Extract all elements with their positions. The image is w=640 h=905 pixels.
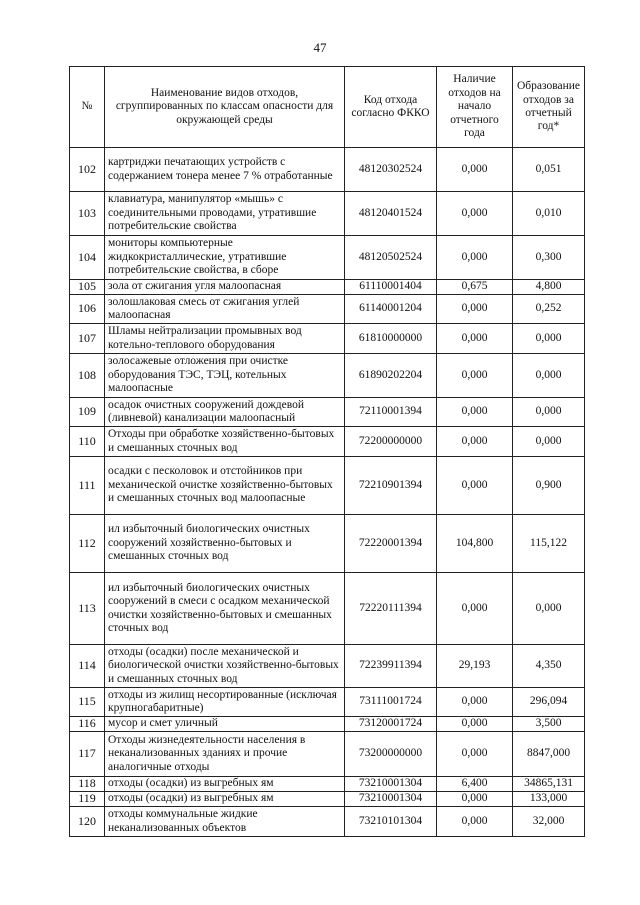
- table-row: [70, 398, 585, 427]
- start-amount: 0,000: [437, 732, 513, 777]
- start-amount: 0,000: [437, 398, 513, 427]
- header-formed-amount: Образование отходов за отчетный год*: [513, 67, 585, 148]
- formed-amount: 4,800: [513, 280, 585, 295]
- start-amount: 0,000: [437, 192, 513, 236]
- table-row: [70, 732, 585, 777]
- start-amount: 0,000: [437, 688, 513, 717]
- waste-code: 73200000000: [345, 732, 437, 777]
- waste-code: 72200000000: [345, 427, 437, 457]
- formed-amount: 0,300: [513, 236, 585, 280]
- formed-amount: 0,000: [513, 354, 585, 398]
- waste-name: Шламы нейтрализации промывных вод котельно-теплового оборудования: [105, 324, 345, 354]
- table-row: [70, 192, 585, 236]
- table-body: [70, 148, 585, 837]
- formed-amount: 0,000: [513, 398, 585, 427]
- start-amount: 0,000: [437, 792, 513, 807]
- start-amount: 0,000: [437, 573, 513, 645]
- start-amount: 0,000: [437, 427, 513, 457]
- row-number: 117: [70, 732, 105, 777]
- row-number: 107: [70, 324, 105, 354]
- waste-code: 72110001394: [345, 398, 437, 427]
- waste-code: 48120302524: [345, 148, 437, 192]
- formed-amount: 4,350: [513, 645, 585, 688]
- row-number: 120: [70, 807, 105, 837]
- start-amount: 6,400: [437, 777, 513, 792]
- waste-code: 61890202204: [345, 354, 437, 398]
- waste-code: 73111001724: [345, 688, 437, 717]
- waste-name: зола от сжигания угля малоопасная: [105, 280, 345, 295]
- row-number: 106: [70, 295, 105, 324]
- row-number: 104: [70, 236, 105, 280]
- formed-amount: 115,122: [513, 515, 585, 573]
- table-row: [70, 148, 585, 192]
- row-number: 105: [70, 280, 105, 295]
- table-row: [70, 792, 585, 807]
- start-amount: 104,800: [437, 515, 513, 573]
- formed-amount: 34865,131: [513, 777, 585, 792]
- row-number: 111: [70, 457, 105, 515]
- waste-code: 61140001204: [345, 295, 437, 324]
- waste-code: 72220111394: [345, 573, 437, 645]
- start-amount: 0,000: [437, 295, 513, 324]
- row-number: 116: [70, 717, 105, 732]
- table-row: [70, 354, 585, 398]
- header-number: №: [70, 67, 105, 148]
- waste-name: ил избыточный биологических очистных сооружений хозяйственно-бытовых и смешанных сточных вод: [105, 515, 345, 573]
- start-amount: 0,000: [437, 457, 513, 515]
- formed-amount: 0,010: [513, 192, 585, 236]
- row-number: 102: [70, 148, 105, 192]
- row-number: 118: [70, 777, 105, 792]
- table-row: [70, 688, 585, 717]
- waste-code: 72239911394: [345, 645, 437, 688]
- row-number: 109: [70, 398, 105, 427]
- page-number: 47: [313, 40, 327, 55]
- row-number: 112: [70, 515, 105, 573]
- waste-code: 61110001404: [345, 280, 437, 295]
- table-row: [70, 295, 585, 324]
- waste-code: 73210001304: [345, 777, 437, 792]
- formed-amount: 0,900: [513, 457, 585, 515]
- waste-name: отходы из жилищ несортированные (исключая крупногабаритные): [105, 688, 345, 717]
- row-number: 114: [70, 645, 105, 688]
- formed-amount: 0,252: [513, 295, 585, 324]
- waste-name: золосажевые отложения при очистке оборудования ТЭС, ТЭЦ, котельных малоопасные: [105, 354, 345, 398]
- waste-name: отходы (осадки) из выгребных ям: [105, 777, 345, 792]
- waste-code: 73210001304: [345, 792, 437, 807]
- waste-name: осадок очистных сооружений дождевой (ливневой) канализации малоопасный: [105, 398, 345, 427]
- waste-name: Отходы жизнедеятельности населения в неканализованных зданиях и прочие аналогичные отходы: [105, 732, 345, 777]
- waste-code: 72210901394: [345, 457, 437, 515]
- table-row: [70, 457, 585, 515]
- table-row: [70, 777, 585, 792]
- waste-code: 73210101304: [345, 807, 437, 837]
- waste-code: 48120502524: [345, 236, 437, 280]
- start-amount: 0,000: [437, 354, 513, 398]
- table-header-row: [70, 67, 585, 148]
- formed-amount: 8847,000: [513, 732, 585, 777]
- waste-name: осадки с песколовок и отстойников при механической очистке хозяйственно-бытовых и смешанных сточных вод малоопасные: [105, 457, 345, 515]
- row-number: 110: [70, 427, 105, 457]
- waste-name: Отходы при обработке хозяйственно-бытовых и смешанных сточных вод: [105, 427, 345, 457]
- waste-name: золошлаковая смесь от сжигания углей малоопасная: [105, 295, 345, 324]
- row-number: 115: [70, 688, 105, 717]
- table-row: [70, 280, 585, 295]
- start-amount: 0,000: [437, 148, 513, 192]
- formed-amount: 3,500: [513, 717, 585, 732]
- start-amount: 29,193: [437, 645, 513, 688]
- header-waste-code: Код отхода согласно ФККО: [345, 67, 437, 148]
- table-row: [70, 324, 585, 354]
- waste-code: 61810000000: [345, 324, 437, 354]
- row-number: 119: [70, 792, 105, 807]
- waste-code: 48120401524: [345, 192, 437, 236]
- waste-code: 73120001724: [345, 717, 437, 732]
- formed-amount: 0,000: [513, 573, 585, 645]
- formed-amount: 32,000: [513, 807, 585, 837]
- start-amount: 0,675: [437, 280, 513, 295]
- waste-table: [69, 66, 585, 837]
- table-row: [70, 427, 585, 457]
- row-number: 108: [70, 354, 105, 398]
- table-row: [70, 236, 585, 280]
- waste-name: картриджи печатающих устройств с содержанием тонера менее 7 % отработанные: [105, 148, 345, 192]
- waste-name: отходы коммунальные жидкие неканализованных объектов: [105, 807, 345, 837]
- table-row: [70, 717, 585, 732]
- formed-amount: 0,051: [513, 148, 585, 192]
- waste-name: отходы (осадки) после механической и биологической очистки хозяйственно-бытовых и смешанных сточных вод: [105, 645, 345, 688]
- waste-name: ил избыточный биологических очистных сооружений в смеси с осадком механической очистки хозяйственно-бытовых и смешанных сточных вод: [105, 573, 345, 645]
- table-row: [70, 645, 585, 688]
- start-amount: 0,000: [437, 236, 513, 280]
- row-number: 103: [70, 192, 105, 236]
- waste-name: отходы (осадки) из выгребных ям: [105, 792, 345, 807]
- table-row: [70, 515, 585, 573]
- formed-amount: 133,000: [513, 792, 585, 807]
- header-waste-name: Наименование видов отходов, сгруппированных по классам опасности для окружающей среды: [105, 67, 345, 148]
- start-amount: 0,000: [437, 807, 513, 837]
- waste-code: 72220001394: [345, 515, 437, 573]
- start-amount: 0,000: [437, 324, 513, 354]
- formed-amount: 0,000: [513, 324, 585, 354]
- waste-name: мусор и смет уличный: [105, 717, 345, 732]
- formed-amount: 0,000: [513, 427, 585, 457]
- start-amount: 0,000: [437, 717, 513, 732]
- waste-name: клавиатура, манипулятор «мышь» с соединительными проводами, утратившие потребительские свойства: [105, 192, 345, 236]
- row-number: 113: [70, 573, 105, 645]
- formed-amount: 296,094: [513, 688, 585, 717]
- header-start-amount: Наличие отходов на начало отчетного года: [437, 67, 513, 148]
- table-row: [70, 807, 585, 837]
- table-row: [70, 573, 585, 645]
- waste-name: мониторы компьютерные жидкокристаллические, утратившие потребительские свойства, в сборе: [105, 236, 345, 280]
